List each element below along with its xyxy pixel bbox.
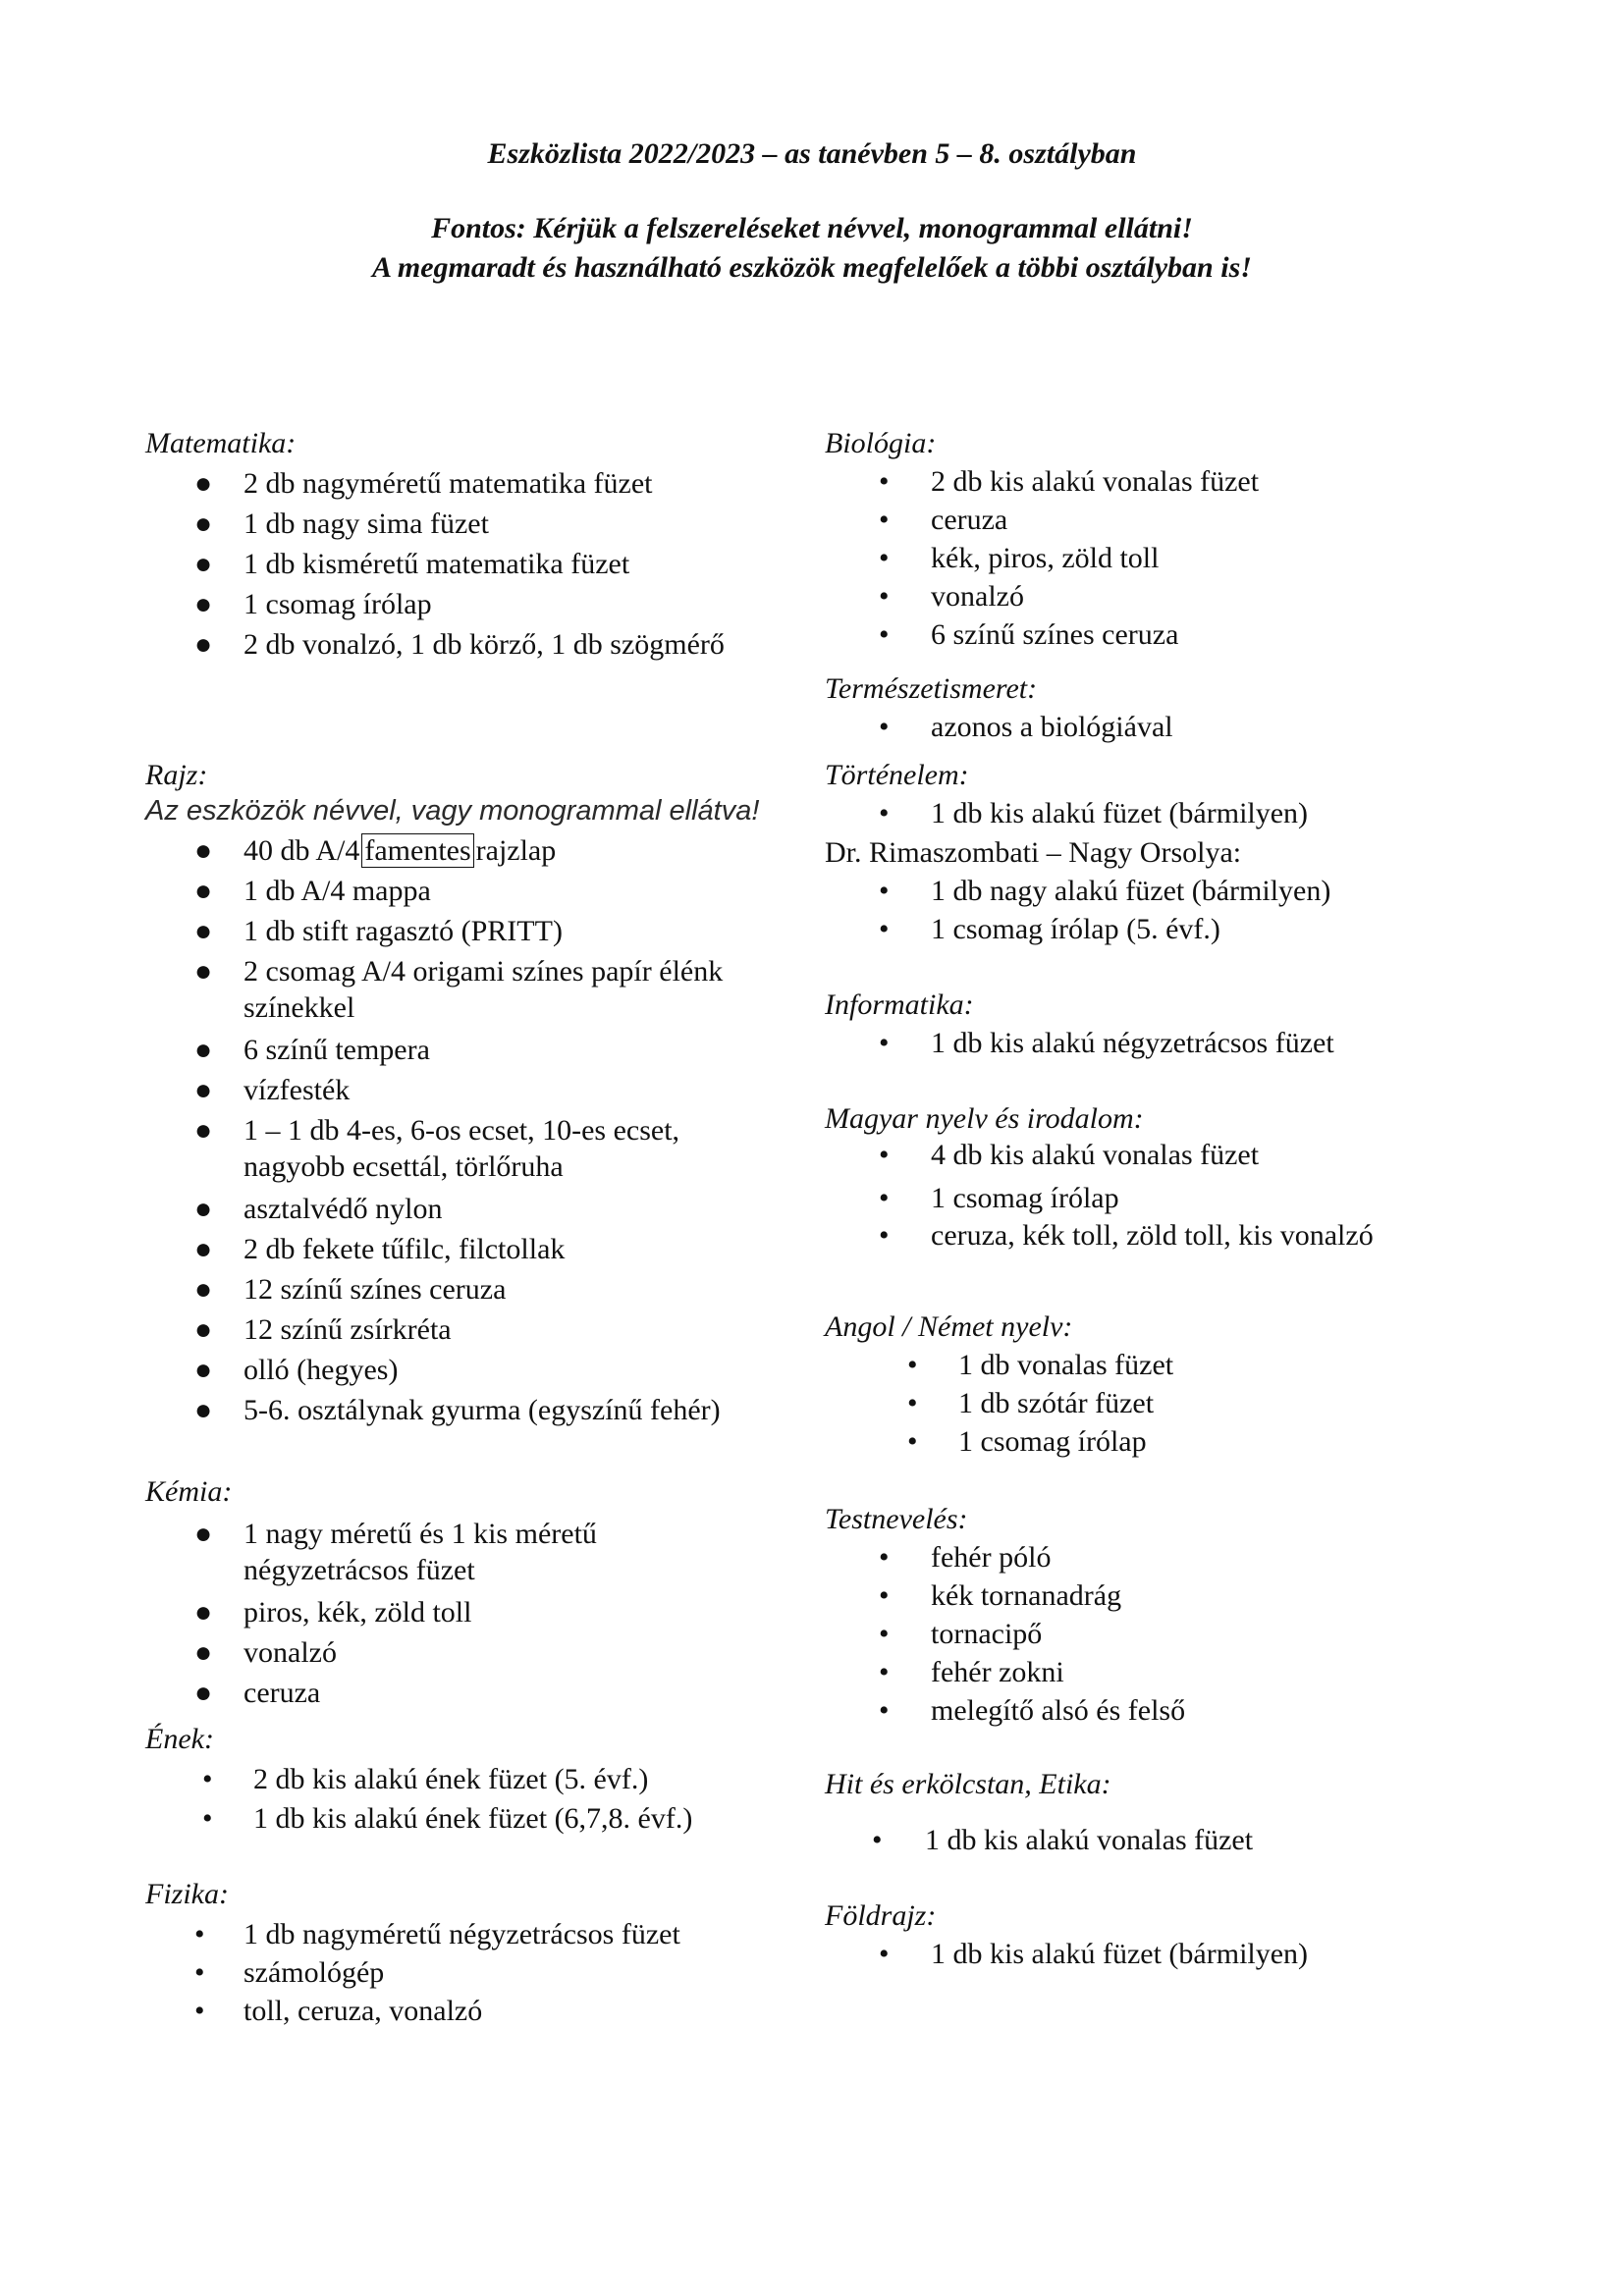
boxed-word: famentes [361, 833, 473, 868]
bullet-dot-icon: • [907, 1387, 918, 1419]
bullet-dot-icon: • [194, 1956, 205, 1989]
bullet-dot-icon: • [879, 1938, 890, 1970]
bullet-dot-icon: ● [194, 507, 213, 540]
section-heading: Magyar nyelv és irodalom: [825, 1102, 1144, 1135]
bullet-dot-icon: ● [194, 1034, 213, 1066]
bullet-dot-icon: ● [194, 1114, 213, 1147]
bullet-dot-icon: • [879, 875, 890, 907]
bullet-dot-icon: • [907, 1425, 918, 1458]
section-heading: Testnevelés: [825, 1503, 968, 1535]
bullet-dot-icon: ● [194, 915, 213, 947]
bullet-dot-icon: ● [194, 1273, 213, 1306]
bullet-dot-icon: • [879, 618, 890, 651]
bullet-dot-icon: ● [194, 1233, 213, 1265]
bullet-dot-icon: • [194, 1995, 205, 2027]
bullet-dot-icon: • [879, 1618, 890, 1650]
bullet-dot-icon: • [879, 542, 890, 574]
bullet-dot-icon: • [872, 1824, 883, 1856]
bullet-dot-icon: ● [194, 628, 213, 661]
teacher-name: Dr. Rimaszombati – Nagy Orsolya: [825, 836, 1242, 869]
section-heading: Természetismeret: [825, 672, 1038, 705]
bullet-dot-icon: ● [194, 1354, 213, 1386]
section-heading: Hit és erkölcstan, Etika: [825, 1768, 1111, 1800]
bullet-dot-icon: ● [194, 588, 213, 620]
bullet-dot-icon: ● [194, 1313, 213, 1346]
important-note-line-2: A megmaradt és használható eszközök megfelelőek a többi osztályban is! [372, 251, 1252, 284]
bullet-dot-icon: • [907, 1349, 918, 1381]
bullet-dot-icon: ● [194, 548, 213, 580]
bullet-dot-icon: • [202, 1763, 213, 1795]
bullet-dot-icon: ● [194, 1596, 213, 1629]
bullet-dot-icon: ● [194, 1394, 213, 1426]
section-heading: Informatika: [825, 988, 974, 1021]
bullet-dot-icon: • [879, 711, 890, 743]
bullet-dot-icon: • [879, 1027, 890, 1059]
document-title: Eszközlista 2022/2023 – as tanévben 5 – 8. osztályban [487, 137, 1137, 170]
rajz-note: Az eszközök névvel, vagy monogrammal ellátva! [145, 795, 760, 827]
bullet-dot-icon: • [879, 1182, 890, 1214]
bullet-dot-icon: ● [194, 467, 213, 500]
bullet-dot-icon: ● [194, 1193, 213, 1225]
bullet-dot-icon: ● [194, 875, 213, 907]
section-heading: Ének: [145, 1723, 214, 1755]
bullet-dot-icon: • [879, 1656, 890, 1688]
bullet-dot-icon: ● [194, 955, 213, 988]
section-heading: Matematika: [145, 427, 297, 459]
section-heading: Rajz: [145, 759, 208, 791]
bullet-dot-icon: • [879, 797, 890, 829]
bullet-dot-icon: • [879, 1139, 890, 1171]
bullet-dot-icon: • [879, 1219, 890, 1252]
bullet-dot-icon: • [194, 1918, 205, 1950]
bullet-dot-icon: ● [194, 1518, 213, 1550]
bullet-dot-icon: • [879, 1694, 890, 1727]
bullet-dot-icon: ● [194, 1074, 213, 1106]
bullet-dot-icon: • [879, 504, 890, 536]
section-heading: Történelem: [825, 759, 969, 791]
bullet-dot-icon: • [879, 580, 890, 613]
important-note-line-1: Fontos: Kérjük a felszereléseket névvel, monogrammal ellátni! [431, 212, 1193, 244]
bullet-dot-icon: ● [194, 1677, 213, 1709]
bullet-dot-icon: • [879, 913, 890, 945]
section-heading: Angol / Német nyelv: [825, 1310, 1073, 1343]
document-page: Eszközlista 2022/2023 – as tanévben 5 – 8. osztályban Fontos: Kérjük a felszereléseket névvel, monogrammal ellátni! A megmaradt és használható eszközök megfelelőek a többi osztályban is! Matematika: ● 2 db nagyméretű matematika füzet ● 1 db nagy sima füzet ● 1 db kisméretű matematika füzet ● 1 csomag írólap ● 2 db vonalzó, 1 db körző, 1 db szögmérő Rajz: Az eszközök névvel, vagy monogrammal ellátva! ● 40 db A/4 famentes rajzlap ● 1 db A/4 mappa ● 1 db stift ragasztó (PRITT) ● 2 csomag A/4 origami színes papír élénk színekkel ● 6 színű tempera ● vízfesték ● 1 – 1 db 4-es, 6-os ecset, 10-es ecset, nagyobb ecsettál, törlőruha ● asztalvédő nylon ● 2 db fekete tűfilc, filctollak ● 12 színű színes ceruza ● 12 színű zsírkréta ● olló (hegyes) ● 5-6. osztálynak gyurma (egyszínű fehér) Kémia: ● 1 nagy méretű és 1 kis méretű négyzetrácsos füzet ● piros, kék, zöld toll ● vonalzó ● ceruza Ének: • 2 db kis alakú ének füzet (5. évf.) • 1 db kis alakú ének füzet (6,7,8. évf.) Fizika: • 1 db nagyméretű négyzetrácsos füzet • számológép • toll, ceruza, vonalzó Biológia: • 2 db kis alakú vonalas füzet • ceruza • kék, piros, zöld toll • vonalzó • 6 színű színes ceruza Természetismeret: • azonos a biológiával Történelem: • 1 db kis alakú füzet (bármilyen) Dr. Rimaszombati – Nagy Orsolya: • 1 db nagy alakú füzet (bármilyen) • 1 csomag írólap (5. évf.) Informatika: • 1 db kis alakú négyzetrácsos füzet Magyar nyelv és irodalom: • 4 db kis alakú vonalas füzet • 1 csomag írólap • ceruza, kék toll, zöld toll, kis vonalzó Angol / Német nyelv: • 1 db vonalas füzet • 1 db szótár füzet • 1 csomag írólap Testnevelés: • fehér póló • kék tornanadrág • tornacipő • fehér zokni • melegítő alsó és felső Hit és erkölcstan, Etika: • 1 db kis alakú vonalas füzet Földrajz: • 1 db kis alakú füzet (bármilyen) [0, 0, 1624, 2296]
bullet-dot-icon: • [879, 1579, 890, 1612]
section-heading: Kémia: [145, 1475, 233, 1508]
bullet-dot-icon: • [879, 465, 890, 498]
section-heading: Földrajz: [825, 1899, 937, 1932]
section-heading: Fizika: [145, 1878, 229, 1910]
bullet-dot-icon: • [202, 1802, 213, 1835]
bullet-dot-icon: • [879, 1541, 890, 1574]
bullet-dot-icon: ● [194, 834, 213, 867]
bullet-dot-icon: ● [194, 1636, 213, 1669]
section-heading: Biológia: [825, 427, 937, 459]
